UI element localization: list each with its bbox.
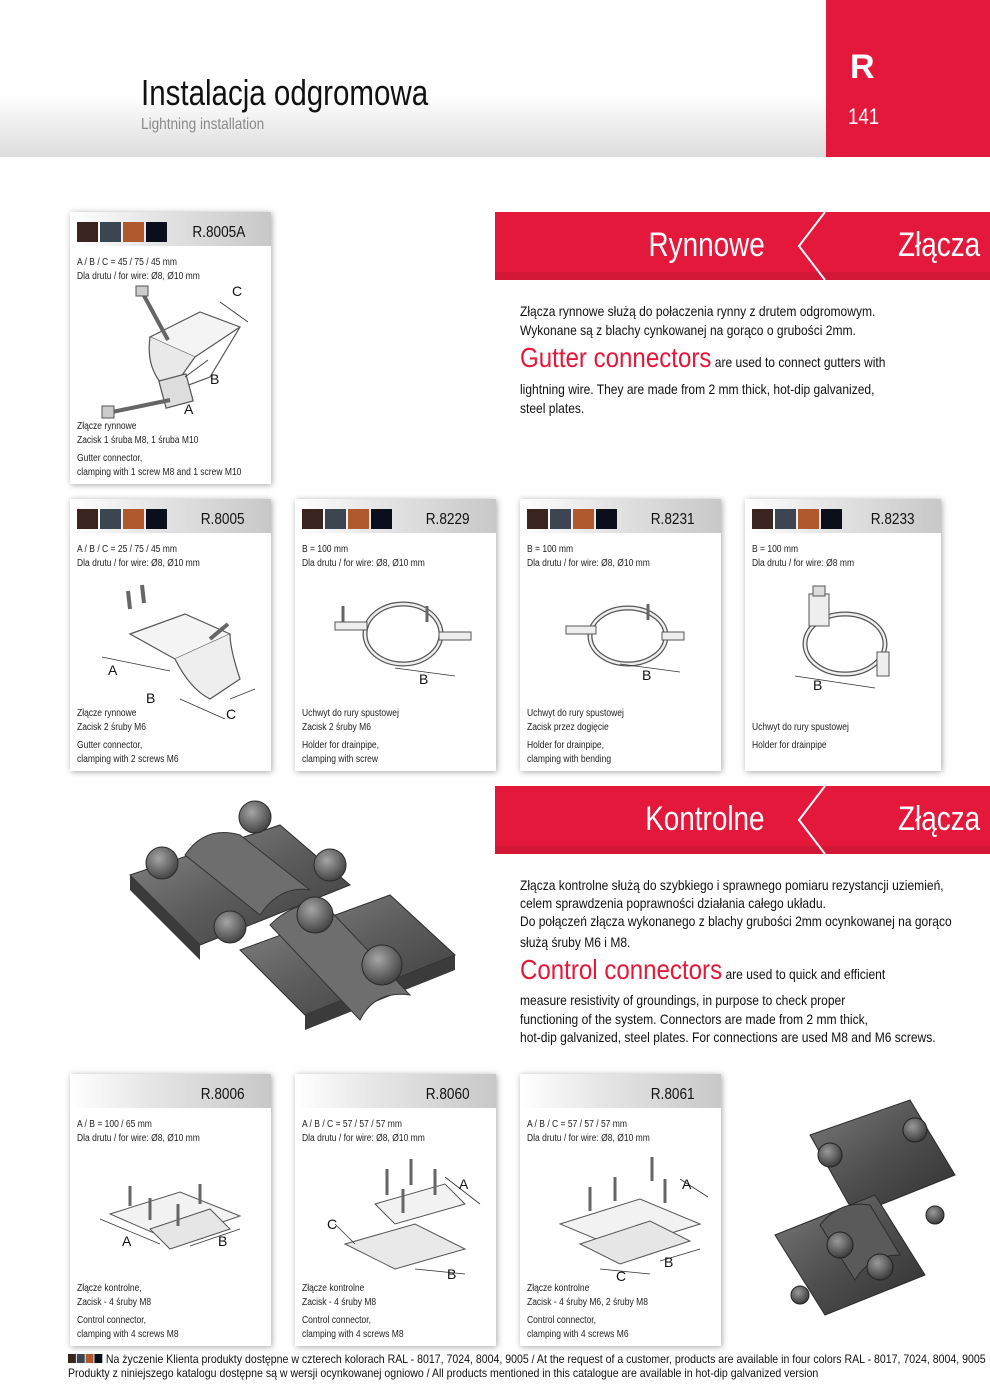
product-card-r8006 [70, 1074, 271, 1346]
product-dimensions: A / B = 100 / 65 mm [77, 1119, 152, 1130]
product-dimensions: A / B / C = 45 / 75 / 45 mm [77, 257, 177, 268]
footer-line-2: Produkty z niniejszego katalogu dostępne są w wersji ocynkowanej ogniowo / All products mentioned in this catalogue are available in hot-dip galvanized version [68, 1366, 819, 1380]
dimension-label-a: A [682, 1176, 692, 1192]
banner-label-right: Złącza [897, 226, 980, 264]
caption-en-1: Control connector, [302, 1315, 371, 1326]
swatch-ral-9005 [94, 1354, 102, 1363]
product-drawing [90, 579, 265, 719]
product-code: R.8006 [201, 1086, 245, 1103]
control-en-line-1 [520, 954, 886, 985]
caption-en-1: Holder for drainpipe, [302, 740, 380, 751]
caption-en-1: Control connector, [77, 1315, 146, 1326]
caption-en-1: Gutter connector, [77, 740, 143, 751]
product-card-r8005 [70, 499, 271, 771]
product-drawing [540, 1149, 715, 1284]
gutter-pl-line-2: Wykonane są z blachy cynkowanej na gorąco o grubości 2mm. [520, 322, 856, 338]
product-dimensions: A / B / C = 57 / 57 / 57 mm [302, 1119, 402, 1130]
caption-en-2: clamping with screw [302, 754, 379, 765]
caption-pl-1: Uchwyt do rury spustowej [527, 708, 624, 719]
footer-line-1: Na życzenie Klienta produkty dostępne w czterech kolorach RAL - 8017, 7024, 8004, 9005 / At the request of a customer, products are available in four colors RAL - 8017, 7024, 8004, 9005 [105, 1352, 986, 1366]
swatch-ral-8004 [86, 1354, 94, 1363]
product-dimensions: B = 100 mm [752, 544, 799, 555]
product-wire: Dla drutu / for wire: Ø8, Ø10 mm [302, 558, 425, 569]
caption-pl-2: Zacisk przez dogięcie [527, 722, 609, 733]
caption-pl-2: Zacisk 2 śruby M6 [77, 722, 146, 733]
control-pl-line-1: Złącza kontrolne służą do szybkiego i sprawnego pomiaru rezystancji uziemień, [520, 877, 944, 893]
caption-en-2: clamping with 4 screws M8 [77, 1329, 179, 1340]
swatch-ral-8017 [77, 222, 98, 242]
dimension-label-b: B [642, 667, 652, 683]
caption-pl-2: Zacisk - 4 śruby M8 [77, 1297, 152, 1308]
color-swatches [77, 222, 167, 242]
product-wire: Dla drutu / for wire: Ø8 mm [752, 558, 855, 569]
product-code: R.8233 [871, 511, 915, 528]
r8061-connector-photo [760, 1095, 970, 1335]
product-code: R.8231 [651, 511, 695, 528]
caption-pl-1: Uchwyt do rury spustowej [302, 708, 399, 719]
caption-en-2: clamping with 4 screws M8 [302, 1329, 404, 1340]
gutter-pl-line-1: Złącza rynnowe służą do połaczenia rynny z drutem odgromowym. [520, 303, 876, 319]
caption-pl-1: Złącze kontrolne [527, 1283, 590, 1294]
product-card-r8231 [520, 499, 721, 771]
caption-en-1: Holder for drainpipe, [527, 740, 605, 751]
caption-en-1: Gutter connector, [77, 453, 143, 464]
section-banner-control [495, 786, 990, 854]
product-drawing [315, 594, 490, 694]
caption-en-2: clamping with 4 screws M6 [527, 1329, 629, 1340]
product-wire: Dla drutu / for wire: Ø8, Ø10 mm [77, 558, 200, 569]
dimension-label-c: C [226, 706, 237, 719]
caption-pl-1: Złącze kontrolne [302, 1283, 365, 1294]
page-subtitle: Lightning installation [141, 116, 265, 133]
section-tab [826, 0, 990, 157]
page-number: 141 [848, 104, 880, 129]
caption-pl-1: Złącze rynnowe [77, 421, 137, 432]
page-title: Instalacja odgromowa [141, 72, 429, 113]
gutter-en-line-3: steel plates. [520, 400, 585, 416]
product-card-r8229 [295, 499, 496, 771]
chevron-icon [795, 212, 835, 280]
footer-colors-note [68, 1352, 986, 1366]
product-dimensions: B = 100 mm [302, 544, 349, 555]
dimension-label-b: B [210, 371, 220, 387]
caption-en-2: clamping with 1 screw M8 and 1 screw M10 [77, 467, 242, 478]
product-card-r8060 [295, 1074, 496, 1346]
product-wire: Dla drutu / for wire: Ø8, Ø10 mm [527, 558, 650, 569]
dimension-label-a: A [108, 662, 118, 678]
dimension-label-a: A [122, 1233, 132, 1249]
caption-en-1: Holder for drainpipe [752, 740, 827, 751]
caption-pl-1: Złącze rynnowe [77, 708, 137, 719]
gutter-en-line-1 [520, 342, 886, 373]
product-code: R.8229 [426, 511, 470, 528]
product-dimensions: A / B / C = 25 / 75 / 45 mm [77, 544, 177, 555]
control-en-line-2: measure resistivity of groundings, in purpose to check proper [520, 992, 846, 1008]
control-pl-line-2: celem sprawdzenia poprawności działania całego układu. [520, 895, 826, 911]
control-en-highlight: Control connectors [520, 954, 723, 985]
product-drawing [765, 584, 935, 694]
product-wire: Dla drutu / for wire: Ø8, Ø10 mm [77, 1133, 200, 1144]
product-dimensions: B = 100 mm [527, 544, 574, 555]
product-code: R.8005 [201, 511, 245, 528]
banner-label-left: Kontrolne [645, 800, 765, 838]
product-drawing [90, 1174, 265, 1284]
dimension-label-b: B [813, 677, 823, 693]
dimension-label-c: C [232, 283, 243, 299]
control-pl-line-4: służą śruby M6 i M8. [520, 934, 631, 950]
product-card-r8061 [520, 1074, 721, 1346]
color-swatches [752, 509, 842, 529]
gutter-en-rest: are used to connect gutters with [714, 354, 886, 370]
gutter-en-highlight: Gutter connectors [520, 342, 712, 373]
section-banner-gutter [495, 212, 990, 280]
caption-en-1: Control connector, [527, 1315, 596, 1326]
banner-label-left: Rynnowe [648, 226, 765, 264]
control-pl-line-3: Do połączeń złącza wykonanego z blachy grubości 2mm ocynkowanej na gorąco [520, 913, 952, 929]
product-card-r8233 [745, 499, 941, 771]
dimension-label-a: A [184, 401, 194, 417]
caption-pl-2: Zacisk 2 śruby M6 [302, 722, 371, 733]
dimension-label-c: C [616, 1268, 627, 1284]
caption-pl-2: Zacisk 1 śruba M8, 1 śruba M10 [77, 435, 199, 446]
dimension-label-b: B [218, 1233, 228, 1249]
product-code: R.8061 [651, 1086, 695, 1103]
product-dimensions: A / B / C = 57 / 57 / 57 mm [527, 1119, 627, 1130]
color-swatches [527, 509, 617, 529]
color-swatches [77, 509, 167, 529]
product-drawing [540, 594, 715, 694]
product-code: R.8005A [192, 224, 245, 241]
product-code: R.8060 [426, 1086, 470, 1103]
control-connector-photo [110, 795, 470, 1045]
swatch-ral-8004 [123, 222, 144, 242]
swatch-ral-7024 [77, 1354, 85, 1363]
control-en-line-4: hot-dip galvanized, steel plates. For connections are used M8 and M6 screws. [520, 1029, 936, 1045]
dimension-label-b: B [447, 1266, 457, 1282]
gutter-en-line-2: lightning wire. They are made from 2 mm thick, hot-dip galvanized, [520, 381, 875, 397]
product-card-r8005a [70, 212, 271, 484]
caption-pl-2: Zacisk - 4 śruby M6, 2 śruby M8 [527, 1297, 648, 1308]
chevron-icon [795, 786, 835, 854]
dimension-label-b: B [146, 690, 156, 706]
dimension-label-b: B [419, 671, 429, 687]
swatch-ral-9005 [146, 222, 167, 242]
color-swatches [302, 509, 392, 529]
caption-en-2: clamping with bending [527, 754, 612, 765]
product-drawing [315, 1149, 490, 1284]
swatch-ral-7024 [100, 222, 121, 242]
dimension-label-b: B [664, 1254, 674, 1270]
card-header [70, 212, 271, 246]
product-wire: Dla drutu / for wire: Ø8, Ø10 mm [527, 1133, 650, 1144]
product-wire: Dla drutu / for wire: Ø8, Ø10 mm [77, 271, 200, 282]
dimension-label-a: A [459, 1176, 469, 1192]
caption-pl-2: Zacisk - 4 śruby M8 [302, 1297, 377, 1308]
section-letter: R [850, 48, 875, 86]
control-en-line-3: functioning of the system. Connectors are made from 2 mm thick, [520, 1011, 868, 1027]
control-en-rest: are used to quick and efficient [725, 966, 886, 982]
swatch-ral-8017 [68, 1354, 76, 1363]
product-wire: Dla drutu / for wire: Ø8, Ø10 mm [302, 1133, 425, 1144]
dimension-label-c: C [327, 1216, 338, 1232]
banner-label-right: Złącza [897, 800, 980, 838]
product-drawing [90, 282, 265, 422]
caption-pl-1: Złącze kontrolne, [77, 1283, 142, 1294]
caption-pl-1: Uchwyt do rury spustowej [752, 722, 849, 733]
caption-en-2: clamping with 2 screws M6 [77, 754, 179, 765]
